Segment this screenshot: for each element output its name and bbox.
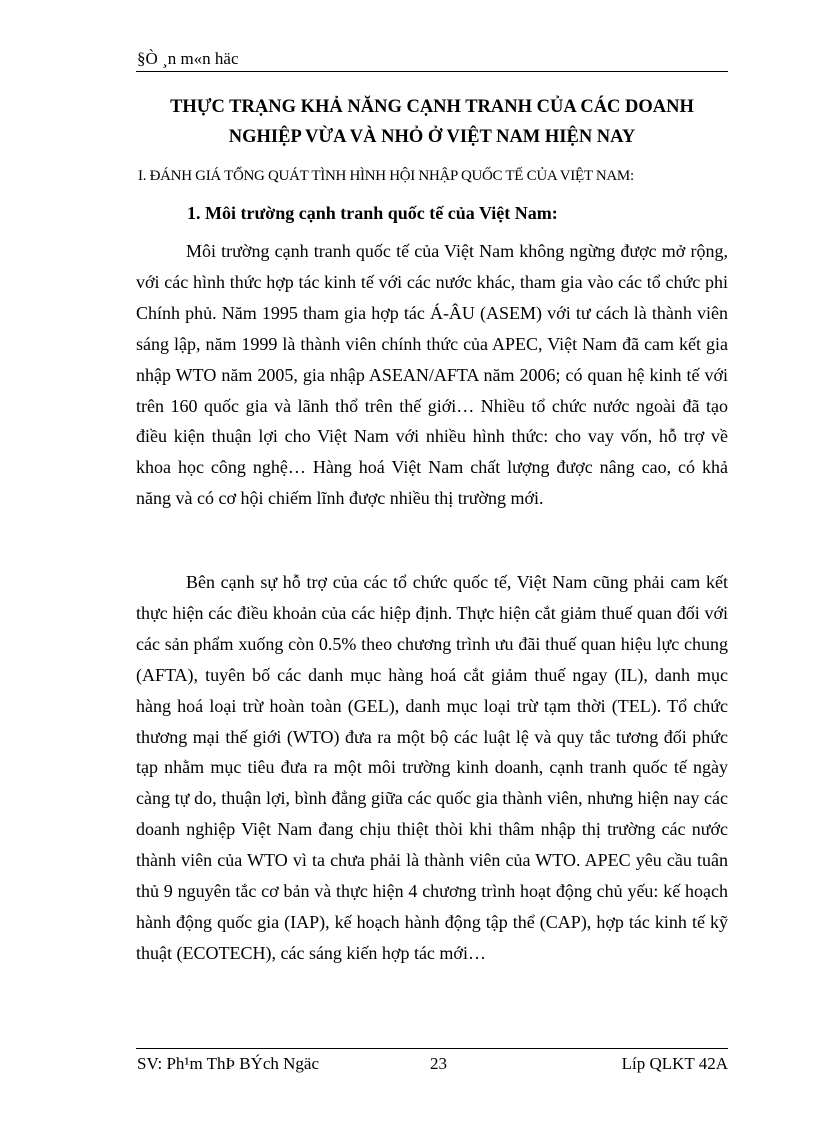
page-number: 23 — [430, 1054, 447, 1073]
running-header: §Ò ¸n m«n häc — [137, 49, 239, 68]
chapter-title-line-2: NGHIỆP VỪA VÀ NHỎ Ở VIỆT NAM HIỆN NAY — [228, 127, 636, 147]
section-heading: I. ĐÁNH GIÁ TỔNG QUÁT TÌNH HÌNH HỘI NHẬP QUỐC TẾ CỦA VIỆT NAM: — [138, 168, 634, 184]
chapter-title-line-1: THỰC TRẠNG KHẢ NĂNG CẠNH TRANH CỦA CÁC DOANH — [170, 97, 694, 117]
footer-student-name: SV: Ph¹m ThÞ BÝch Ngäc — [137, 1054, 320, 1073]
body-paragraph-2: Bên cạnh sự hỗ trợ của các tổ chức quốc tế, Việt Nam cũng phải cam kết thực hiện các điều khoản của các hiệp định. Thực hiện cắt giảm thuế quan đối với các sản phẩm xuống còn 0.5% theo chương trình ưu đãi thuế quan hiệu lực chung (AFTA), tuyên bố các danh mục hàng hoá cắt giảm thuế ngay (IL), danh mục hàng hoá loại trừ hoàn toàn (GEL), danh mục loại trừ tạm thời (TEL). Tổ chức thương mại thế giới (WTO) đưa ra một bộ các luật lệ và quy tắc tương đối phức tạp nhằm mục tiêu đưa ra một môi trường kinh doanh, cạnh tranh quốc tế ngày càng tự do, thuận lợi, bình đẳng giữa các quốc gia thành viên, nhưng hiện nay các doanh nghiệp Việt Nam đang chịu thiệt thòi khi thâm nhập thị trường các nước thành viên của WTO vì ta chưa phải là thành viên của WTO. APEC yêu cầu tuân thủ 9 nguyên tắc cơ bản và thực hiện 4 chương trình hoạt động chủ yếu: kế hoạch hành động quốc gia (IAP), kế hoạch hành động tập thể (CAP), hợp tác kinh tế kỹ thuật (ECOTECH), các sáng kiến hợp tác mới… — [136, 572, 728, 963]
header-rule — [136, 71, 728, 72]
subsection-heading: 1. Môi trường cạnh tranh quốc tế của Việt Nam: — [187, 203, 558, 223]
footer-class: Líp QLKT 42A — [621, 1054, 728, 1073]
body-paragraph-1: Môi trường cạnh tranh quốc tế của Việt Nam không ngừng được mở rộng, với các hình thức hợp tác kinh tế với các nước khác, tham gia vào các tổ chức phi Chính phủ. Năm 1995 tham gia hợp tác Á-ÂU (ASEM) với tư cách là thành viên sáng lập, năm 1999 là thành viên chính thức của APEC, Việt Nam đã cam kết gia nhập WTO năm 2005, gia nhập ASEAN/AFTA năm 2006; có quan hệ kinh tế với trên 160 quốc gia và lãnh thổ trên thế giới… Nhiều tổ chức nước ngoài đã tạo điều kiện thuận lợi cho Việt Nam với nhiều hình thức: cho vay vốn, hỗ trợ về khoa học công nghệ… Hàng hoá Việt Nam chất lượng được nâng cao, có khả năng và có cơ hội chiếm lĩnh được nhiều thị trường mới. — [136, 241, 728, 509]
footer-rule — [136, 1048, 728, 1049]
